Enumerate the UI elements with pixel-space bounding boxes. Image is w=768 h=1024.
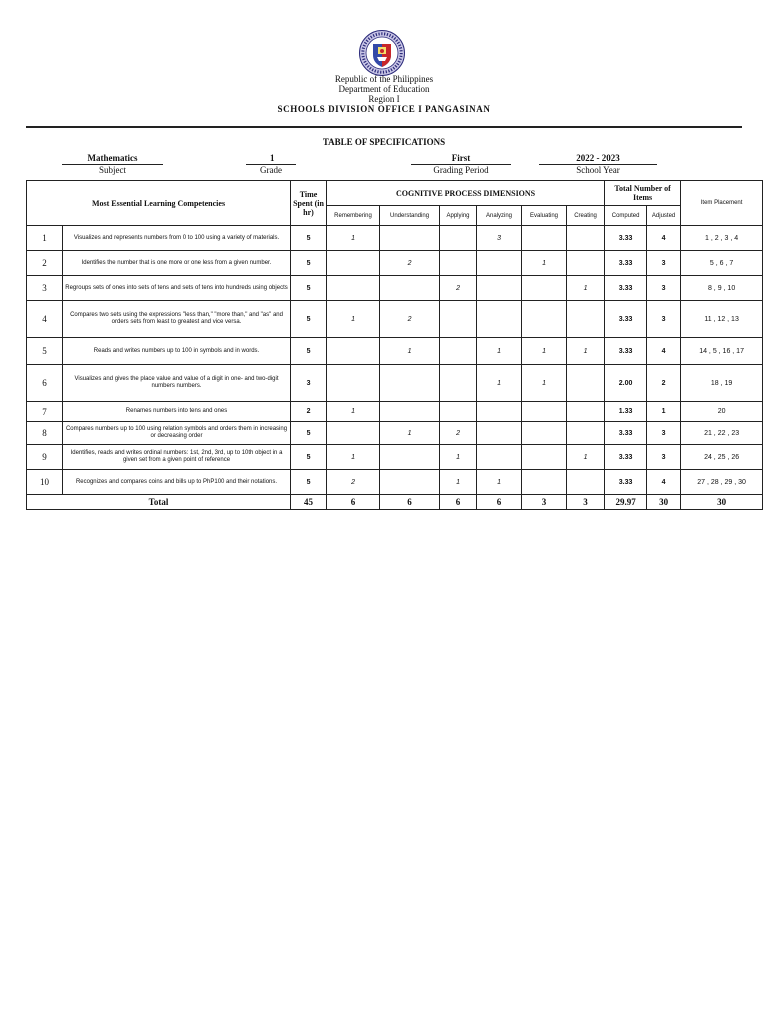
header-evaluating: Evaluating	[522, 206, 567, 226]
level-count-evaluating: 1	[522, 251, 567, 276]
level-count-remembering	[327, 365, 380, 402]
table-row	[27, 402, 763, 422]
item-placement: 8 , 9 , 10	[681, 276, 763, 301]
header-adjusted: Adjusted	[647, 206, 681, 226]
specifications-table	[26, 180, 763, 510]
adjusted-items: 4	[647, 338, 681, 365]
header-analyzing: Analyzing	[477, 206, 522, 226]
grading-period-value: First	[411, 153, 511, 165]
table-row	[27, 226, 763, 251]
level-count-creating	[567, 422, 605, 445]
level-count-understanding: 1	[380, 338, 440, 365]
school-year-label: School Year	[576, 165, 620, 175]
level-count-creating	[567, 301, 605, 338]
total-adjusted: 30	[647, 495, 681, 510]
grading-period-label: Grading Period	[433, 165, 489, 175]
header-region: Region I	[368, 94, 400, 104]
item-placement: 5 , 6 , 7	[681, 251, 763, 276]
level-count-evaluating: 1	[522, 365, 567, 402]
header-computed: Computed	[605, 206, 647, 226]
level-count-understanding	[380, 445, 440, 470]
row-number: 2	[27, 251, 63, 276]
row-number: 7	[27, 402, 63, 422]
computed-items: 3.33	[605, 338, 647, 365]
level-count-creating	[567, 365, 605, 402]
level-count-remembering	[327, 338, 380, 365]
level-count-evaluating	[522, 276, 567, 301]
level-count-analyzing	[477, 276, 522, 301]
level-count-applying	[440, 365, 477, 402]
total-time: 45	[291, 495, 327, 510]
competency-text: Visualizes and gives the place value and value of a digit in one- and two-digit numbers numbers.	[63, 365, 291, 402]
time-spent: 5	[291, 276, 327, 301]
time-spent: 5	[291, 470, 327, 495]
adjusted-items: 3	[647, 422, 681, 445]
table-row	[27, 445, 763, 470]
competency-text: Regroups sets of ones into sets of tens and sets of tens into hundreds using objects	[63, 276, 291, 301]
item-placement: 18 , 19	[681, 365, 763, 402]
computed-items: 3.33	[605, 276, 647, 301]
header-republic: Republic of the Philippines	[334, 74, 434, 84]
level-count-applying	[440, 301, 477, 338]
level-count-evaluating	[522, 422, 567, 445]
competency-text: Reads and writes numbers up to 100 in symbols and in words.	[63, 338, 291, 365]
header-total-items: Total Number of Items	[605, 181, 681, 206]
item-placement: 21 , 22 , 23	[681, 422, 763, 445]
header-divider	[26, 126, 742, 128]
subject-label: Subject	[99, 165, 126, 175]
table-row	[27, 251, 763, 276]
time-spent: 5	[291, 445, 327, 470]
level-count-creating	[567, 470, 605, 495]
level-count-applying: 1	[440, 470, 477, 495]
level-count-evaluating	[522, 445, 567, 470]
level-count-evaluating	[522, 470, 567, 495]
total-computed: 29.97	[605, 495, 647, 510]
item-placement: 27 , 28 , 29 , 30	[681, 470, 763, 495]
total-level-creating: 3	[567, 495, 605, 510]
level-count-remembering: 2	[327, 470, 380, 495]
total-level-understanding: 6	[380, 495, 440, 510]
competency-text: Renames numbers into tens and ones	[63, 402, 291, 422]
level-count-understanding	[380, 402, 440, 422]
time-spent: 5	[291, 338, 327, 365]
total-placement: 30	[681, 495, 763, 510]
row-number: 3	[27, 276, 63, 301]
header-remembering: Remembering	[327, 206, 380, 226]
time-spent: 5	[291, 251, 327, 276]
level-count-understanding	[380, 470, 440, 495]
competency-text: Identifies the number that is one more or one less from a given number.	[63, 251, 291, 276]
level-count-creating	[567, 251, 605, 276]
meta-school-year	[539, 153, 657, 175]
level-count-remembering	[327, 251, 380, 276]
adjusted-items: 4	[647, 226, 681, 251]
header-time-spent: Time Spent (in hr)	[291, 181, 327, 226]
computed-items: 1.33	[605, 402, 647, 422]
level-count-analyzing: 1	[477, 365, 522, 402]
adjusted-items: 1	[647, 402, 681, 422]
level-count-evaluating: 1	[522, 338, 567, 365]
level-count-remembering	[327, 276, 380, 301]
level-count-remembering: 1	[327, 226, 380, 251]
table-row	[27, 470, 763, 495]
level-count-understanding: 2	[380, 251, 440, 276]
level-count-creating	[567, 402, 605, 422]
level-count-creating: 1	[567, 338, 605, 365]
row-number: 8	[27, 422, 63, 445]
level-count-analyzing	[477, 301, 522, 338]
competency-text: Recognizes and compares coins and bills up to PhP100 and their notations.	[63, 470, 291, 495]
meta-grade	[246, 153, 296, 175]
time-spent: 5	[291, 422, 327, 445]
meta-grading-period	[411, 153, 511, 175]
total-level-applying: 6	[440, 495, 477, 510]
competency-text: Identifies, reads and writes ordinal numbers: 1st, 2nd, 3rd, up to 10th object in a given set from a given point of reference	[63, 445, 291, 470]
row-number: 1	[27, 226, 63, 251]
header-cognitive-dimensions: COGNITIVE PROCESS DIMENSIONS	[327, 181, 605, 206]
row-number: 10	[27, 470, 63, 495]
item-placement: 20	[681, 402, 763, 422]
total-label: Total	[27, 495, 291, 510]
level-count-applying: 2	[440, 422, 477, 445]
level-count-analyzing	[477, 422, 522, 445]
header-item-placement: Item Placement	[681, 181, 763, 226]
row-number: 9	[27, 445, 63, 470]
adjusted-items: 3	[647, 445, 681, 470]
table-row	[27, 422, 763, 445]
adjusted-items: 3	[647, 276, 681, 301]
item-placement: 1 , 2 , 3 , 4	[681, 226, 763, 251]
header-creating: Creating	[567, 206, 605, 226]
level-count-applying	[440, 226, 477, 251]
header-division: SCHOOLS DIVISION OFFICE I PANGASINAN	[277, 104, 491, 114]
level-count-analyzing	[477, 402, 522, 422]
computed-items: 3.33	[605, 226, 647, 251]
total-level-evaluating: 3	[522, 495, 567, 510]
subject-value: Mathematics	[62, 153, 163, 165]
grade-value: 1	[246, 153, 296, 165]
computed-items: 3.33	[605, 445, 647, 470]
level-count-analyzing	[477, 445, 522, 470]
level-count-evaluating	[522, 226, 567, 251]
header-department: Department of Education	[338, 84, 430, 94]
document-title: TABLE OF SPECIFICATIONS	[322, 137, 446, 147]
level-count-remembering	[327, 422, 380, 445]
header-understanding: Understanding	[380, 206, 440, 226]
school-year-value: 2022 - 2023	[539, 153, 657, 165]
total-row	[27, 495, 763, 510]
table-row	[27, 276, 763, 301]
competency-text: Compares numbers up to 100 using relation symbols and orders them in increasing or decreasing order	[63, 422, 291, 445]
total-level-remembering: 6	[327, 495, 380, 510]
level-count-analyzing	[477, 251, 522, 276]
header-applying: Applying	[440, 206, 477, 226]
level-count-understanding	[380, 365, 440, 402]
header-competencies: Most Essential Learning Competencies	[27, 181, 291, 226]
level-count-analyzing: 1	[477, 338, 522, 365]
level-count-applying	[440, 338, 477, 365]
adjusted-items: 4	[647, 470, 681, 495]
time-spent: 3	[291, 365, 327, 402]
table-row	[27, 338, 763, 365]
time-spent: 5	[291, 226, 327, 251]
competency-text: Visualizes and represents numbers from 0 to 100 using a variety of materials.	[63, 226, 291, 251]
row-number: 4	[27, 301, 63, 338]
level-count-remembering: 1	[327, 301, 380, 338]
level-count-creating: 1	[567, 276, 605, 301]
row-number: 6	[27, 365, 63, 402]
level-count-creating: 1	[567, 445, 605, 470]
level-count-understanding: 2	[380, 301, 440, 338]
time-spent: 2	[291, 402, 327, 422]
table-row	[27, 365, 763, 402]
level-count-applying	[440, 251, 477, 276]
level-count-understanding	[380, 226, 440, 251]
level-count-creating	[567, 226, 605, 251]
level-count-analyzing: 1	[477, 470, 522, 495]
level-count-evaluating	[522, 402, 567, 422]
item-placement: 24 , 25 , 26	[681, 445, 763, 470]
computed-items: 3.33	[605, 470, 647, 495]
computed-items: 2.00	[605, 365, 647, 402]
level-count-understanding: 1	[380, 422, 440, 445]
adjusted-items: 3	[647, 251, 681, 276]
time-spent: 5	[291, 301, 327, 338]
level-count-remembering: 1	[327, 402, 380, 422]
computed-items: 3.33	[605, 251, 647, 276]
table-body	[27, 226, 763, 510]
competency-text: Compares two sets using the expressions "less than," "more than," and "as" and orders sets from least to greatest and vice versa.	[63, 301, 291, 338]
level-count-evaluating	[522, 301, 567, 338]
deped-seal-logo	[359, 30, 405, 76]
meta-subject	[62, 153, 163, 175]
level-count-applying	[440, 402, 477, 422]
level-count-applying: 1	[440, 445, 477, 470]
total-level-analyzing: 6	[477, 495, 522, 510]
computed-items: 3.33	[605, 422, 647, 445]
level-count-remembering: 1	[327, 445, 380, 470]
adjusted-items: 2	[647, 365, 681, 402]
table-row	[27, 301, 763, 338]
item-placement: 14 , 5 , 16 , 17	[681, 338, 763, 365]
row-number: 5	[27, 338, 63, 365]
item-placement: 11 , 12 , 13	[681, 301, 763, 338]
level-count-analyzing: 3	[477, 226, 522, 251]
adjusted-items: 3	[647, 301, 681, 338]
level-count-applying: 2	[440, 276, 477, 301]
grade-label: Grade	[260, 165, 282, 175]
computed-items: 3.33	[605, 301, 647, 338]
level-count-understanding	[380, 276, 440, 301]
